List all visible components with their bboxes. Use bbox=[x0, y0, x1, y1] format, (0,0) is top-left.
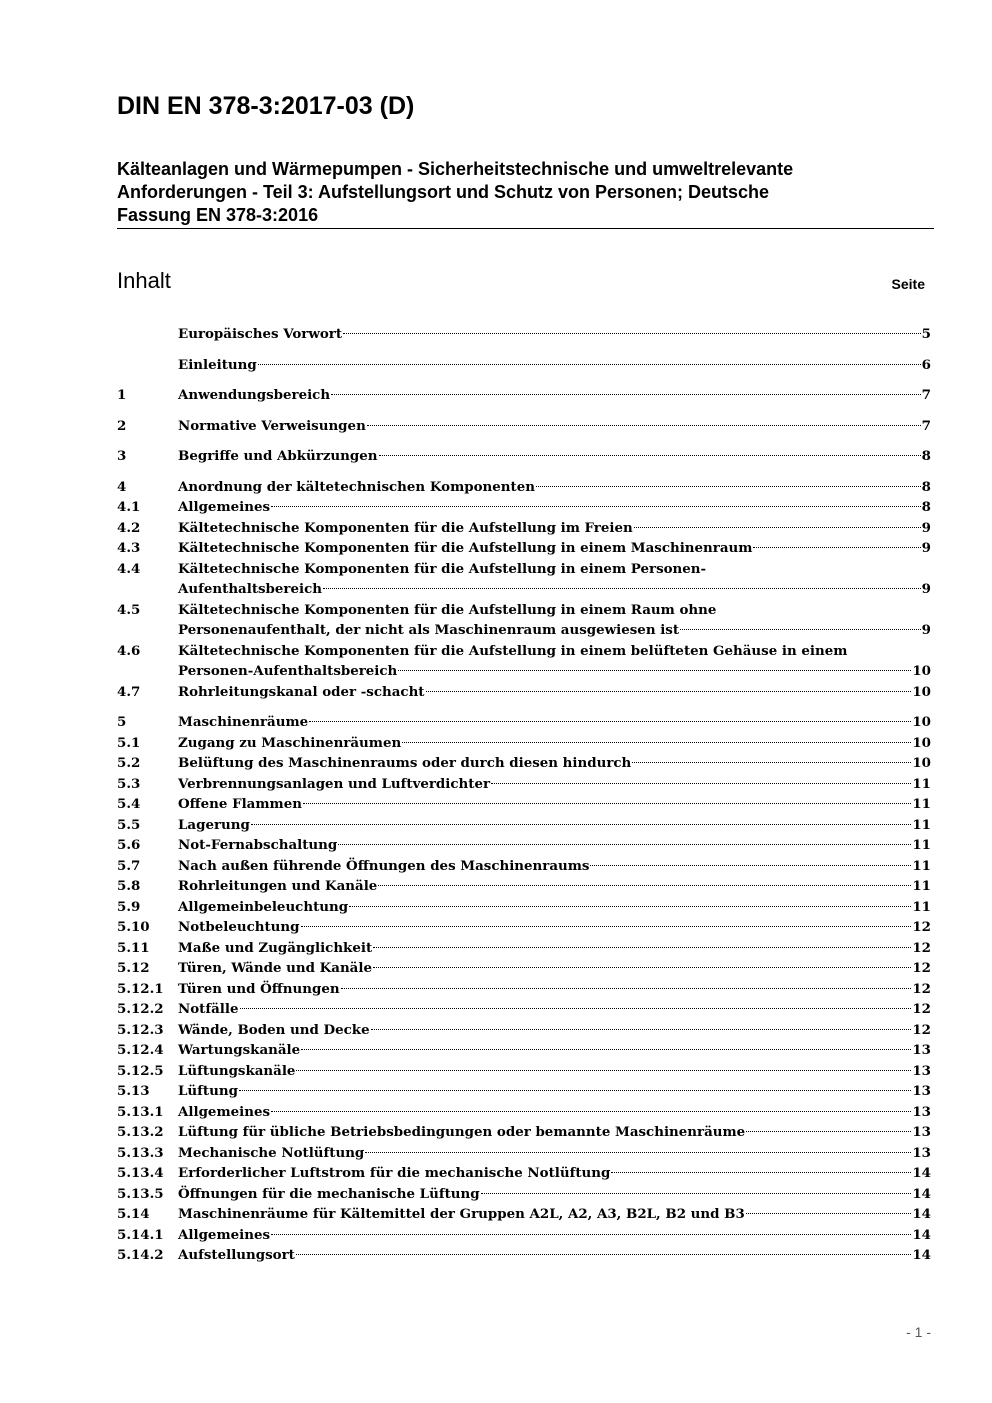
toc-entry[interactable] bbox=[117, 1204, 931, 1225]
toc-entry-title: Allgemeines bbox=[178, 499, 271, 515]
toc-entry-page: 14 bbox=[912, 1247, 931, 1263]
toc-dot-leader bbox=[379, 455, 921, 456]
subtitle-line: Fassung EN 378-3:2016 bbox=[117, 205, 319, 225]
toc-entry[interactable] bbox=[117, 876, 931, 897]
toc-entry[interactable] bbox=[117, 355, 931, 376]
toc-entry-title: Belüftung des Maschinenraums oder durch diesen hindurch bbox=[178, 755, 632, 771]
toc-entry-title: Nach außen führende Öffnungen des Maschinenraums bbox=[178, 857, 590, 874]
toc-entry-number: 5.8 bbox=[117, 878, 141, 894]
toc-entry[interactable] bbox=[117, 1061, 931, 1082]
toc-dot-leader bbox=[296, 1070, 911, 1071]
toc-entry-page: 14 bbox=[912, 1165, 931, 1181]
toc-dot-leader bbox=[680, 629, 921, 630]
toc-entry-title: Verbrennungsanlagen und Luftverdichter bbox=[178, 775, 491, 792]
toc-entry-title: Not-Fernabschaltung bbox=[178, 837, 338, 853]
toc-entry-title: Rohrleitungskanal oder -schacht bbox=[178, 683, 425, 700]
toc-dot-leader bbox=[753, 547, 920, 548]
toc-entry-title: Maschinenräume bbox=[178, 714, 309, 730]
toc-entry-number: 5.14 bbox=[117, 1206, 150, 1222]
toc-dot-leader bbox=[309, 721, 911, 722]
toc-entry[interactable] bbox=[117, 497, 931, 518]
toc-dot-leader bbox=[746, 1213, 912, 1214]
document-title: DIN EN 378-3:2017-03 (D) bbox=[117, 92, 415, 120]
toc-entry-page: 13 bbox=[912, 1124, 931, 1140]
toc-dot-leader bbox=[746, 1131, 911, 1132]
page-number: - 1 - bbox=[906, 1324, 931, 1340]
toc-entry-number: 5.10 bbox=[117, 919, 150, 935]
toc-entry-title: Maschinenräume für Kältemittel der Gruppen A2L, A2, A3, B2L, B2 und B3 bbox=[178, 1206, 745, 1222]
toc-dot-leader bbox=[331, 394, 921, 395]
toc-entry-title: Anordnung der kältetechnischen Komponenten bbox=[178, 478, 535, 495]
toc-dot-leader bbox=[296, 1254, 912, 1255]
toc-entry-title: Türen und Öffnungen bbox=[178, 980, 340, 997]
toc-dot-leader bbox=[251, 824, 911, 825]
toc-entry-number: 5.12.4 bbox=[117, 1042, 164, 1058]
toc-entry-title: Offene Flammen bbox=[178, 796, 302, 812]
toc-entry[interactable] bbox=[117, 324, 931, 345]
toc-dot-leader bbox=[398, 670, 911, 671]
toc-entry-page: 8 bbox=[921, 448, 931, 464]
toc-entry-number: 4 bbox=[117, 478, 127, 495]
toc-entry-page: 11 bbox=[912, 796, 931, 812]
toc-dot-leader bbox=[371, 1029, 912, 1030]
toc-entry-page: 14 bbox=[912, 1206, 931, 1222]
toc-entry-title: Notbeleuchtung bbox=[178, 919, 300, 935]
toc-entry-title: Aufstellungsort bbox=[178, 1247, 295, 1263]
toc-entry-page: 7 bbox=[921, 387, 931, 403]
toc-dot-leader bbox=[632, 762, 911, 763]
toc-entry-title: Maße und Zugänglichkeit bbox=[178, 939, 373, 956]
toc-entry[interactable] bbox=[117, 815, 931, 836]
toc-entry[interactable] bbox=[117, 1163, 931, 1184]
toc-heading: Inhalt bbox=[117, 268, 171, 293]
toc-entry[interactable] bbox=[117, 979, 931, 1000]
toc-dot-leader bbox=[373, 947, 911, 948]
toc-entry-title: Personenaufenthalt, der nicht als Maschinenraum ausgewiesen ist bbox=[178, 622, 680, 638]
toc-dot-leader bbox=[402, 742, 911, 743]
toc-dot-leader bbox=[343, 333, 921, 334]
toc-entry-number: 5.13.5 bbox=[117, 1185, 164, 1202]
toc-dot-leader bbox=[536, 486, 921, 487]
toc-entry[interactable] bbox=[117, 999, 931, 1020]
toc-entry[interactable] bbox=[117, 416, 931, 437]
toc-entry-page: 9 bbox=[921, 581, 931, 597]
toc-dot-leader bbox=[365, 1152, 911, 1153]
toc-entry-number: 4.2 bbox=[117, 519, 141, 536]
toc-entry-title: Aufenthaltsbereich bbox=[178, 581, 322, 597]
toc-entry-number: 5.12.2 bbox=[117, 1001, 164, 1017]
toc-entry-number: 5 bbox=[117, 714, 127, 730]
toc-dot-leader bbox=[271, 1234, 911, 1235]
toc-entry-page: 10 bbox=[912, 683, 931, 700]
toc-entry-page: 9 bbox=[921, 622, 931, 638]
toc-entry-title: Personen-Aufenthaltsbereich bbox=[178, 663, 398, 679]
table-of-contents bbox=[117, 324, 931, 1266]
toc-entry[interactable] bbox=[117, 559, 931, 600]
toc-dot-leader bbox=[367, 425, 921, 426]
toc-entry-title-line: Kältetechnische Komponenten für die Aufstellung in einem Raum ohne bbox=[178, 601, 717, 618]
toc-entry-title: Mechanische Notlüftung bbox=[178, 1144, 365, 1161]
toc-entry-number: 1 bbox=[117, 387, 127, 403]
toc-entry-page: 10 bbox=[912, 663, 931, 679]
toc-dot-leader bbox=[323, 588, 921, 589]
toc-entry-number: 5.6 bbox=[117, 837, 141, 853]
toc-entry-number: 5.1 bbox=[117, 734, 141, 751]
toc-entry-title: Rohrleitungen und Kanäle bbox=[178, 878, 378, 894]
toc-entry-page: 13 bbox=[912, 1103, 931, 1120]
toc-entry-title: Anwendungsbereich bbox=[178, 387, 331, 403]
toc-entry[interactable] bbox=[117, 835, 931, 856]
toc-entry[interactable] bbox=[117, 753, 931, 774]
toc-dot-leader bbox=[338, 844, 911, 845]
toc-dot-leader bbox=[301, 926, 912, 927]
toc-entry-number: 4.6 bbox=[117, 642, 141, 659]
toc-entry-number: 5.13 bbox=[117, 1083, 150, 1099]
toc-entry[interactable] bbox=[117, 641, 931, 682]
toc-dot-leader bbox=[590, 865, 911, 866]
toc-entry-page: 8 bbox=[921, 478, 931, 495]
toc-entry-number: 4.3 bbox=[117, 540, 141, 556]
toc-entry-number: 5.4 bbox=[117, 796, 141, 812]
toc-entry-page: 6 bbox=[921, 356, 931, 373]
toc-entry-page: 13 bbox=[912, 1083, 931, 1099]
toc-entry-page: 10 bbox=[912, 734, 931, 751]
toc-entry-page: 12 bbox=[912, 960, 931, 976]
toc-entry-page: 11 bbox=[912, 857, 931, 874]
toc-entry-page: 13 bbox=[912, 1144, 931, 1161]
toc-entry[interactable] bbox=[117, 1040, 931, 1061]
toc-entry-title-line: Kältetechnische Komponenten für die Aufstellung in einem Personen- bbox=[178, 560, 707, 577]
toc-entry-number: 5.12.5 bbox=[117, 1062, 164, 1079]
toc-dot-leader bbox=[426, 691, 912, 692]
toc-entry-page: 10 bbox=[912, 755, 931, 771]
toc-entry-page: 11 bbox=[912, 775, 931, 792]
toc-entry[interactable] bbox=[117, 917, 931, 938]
subtitle-line: Kälteanlagen und Wärmepumpen - Sicherheitstechnische und umweltrelevante bbox=[117, 159, 794, 179]
toc-entry[interactable] bbox=[117, 446, 931, 467]
toc-entry-title: Europäisches Vorwort bbox=[178, 326, 343, 342]
toc-dot-leader bbox=[240, 1008, 912, 1009]
title-divider bbox=[117, 228, 934, 229]
toc-entry-page: 11 bbox=[912, 837, 931, 853]
toc-entry-number: 5.9 bbox=[117, 898, 141, 915]
toc-entry-number: 5.3 bbox=[117, 775, 141, 792]
toc-entry[interactable] bbox=[117, 477, 931, 498]
toc-entry-page: 12 bbox=[912, 939, 931, 956]
subtitle-line: Anforderungen - Teil 3: Aufstellungsort und Schutz von Personen; Deutsche bbox=[117, 182, 770, 202]
toc-entry[interactable] bbox=[117, 712, 931, 733]
toc-entry-title: Wände, Boden und Decke bbox=[178, 1021, 370, 1038]
toc-entry[interactable] bbox=[117, 1143, 931, 1164]
toc-entry[interactable] bbox=[117, 1184, 931, 1205]
toc-entry-title: Erforderlicher Luftstrom für die mechanische Notlüftung bbox=[178, 1165, 611, 1181]
page-column-label: Seite bbox=[891, 276, 925, 292]
toc-entry-page: 8 bbox=[921, 499, 931, 515]
toc-entry-title: Wartungskanäle bbox=[178, 1042, 301, 1058]
toc-dot-leader bbox=[491, 783, 911, 784]
toc-entry-title: Notfälle bbox=[178, 1001, 239, 1017]
toc-entry-page: 12 bbox=[912, 1001, 931, 1017]
toc-entry-page: 13 bbox=[912, 1062, 931, 1079]
toc-entry[interactable] bbox=[117, 600, 931, 641]
toc-dot-leader bbox=[611, 1172, 911, 1173]
toc-entry-title: Allgemeinbeleuchtung bbox=[178, 898, 349, 915]
toc-entry[interactable] bbox=[117, 958, 931, 979]
toc-entry[interactable] bbox=[117, 794, 931, 815]
toc-dot-leader bbox=[271, 506, 921, 507]
toc-entry[interactable] bbox=[117, 1102, 931, 1123]
toc-entry-title: Normative Verweisungen bbox=[178, 417, 366, 434]
toc-entry-number: 4.7 bbox=[117, 683, 141, 700]
toc-entry[interactable] bbox=[117, 682, 931, 703]
toc-entry-number: 5.13.4 bbox=[117, 1165, 164, 1181]
toc-entry-page: 12 bbox=[912, 919, 931, 935]
toc-entry[interactable] bbox=[117, 938, 931, 959]
toc-entry[interactable] bbox=[117, 774, 931, 795]
toc-entry[interactable] bbox=[117, 1081, 931, 1102]
toc-entry[interactable] bbox=[117, 518, 931, 539]
toc-entry-title: Kältetechnische Komponenten für die Aufstellung in einem Maschinenraum bbox=[178, 540, 753, 556]
toc-entry-page: 12 bbox=[912, 1021, 931, 1038]
toc-entry-page: 7 bbox=[921, 417, 931, 434]
toc-dot-leader bbox=[271, 1111, 911, 1112]
toc-entry-number: 5.13.1 bbox=[117, 1103, 164, 1120]
toc-dot-leader bbox=[481, 1193, 912, 1194]
toc-entry-title: Kältetechnische Komponenten für die Aufstellung im Freien bbox=[178, 519, 633, 536]
toc-entry-title: Türen, Wände und Kanäle bbox=[178, 960, 372, 976]
toc-entry[interactable] bbox=[117, 897, 931, 918]
toc-entry[interactable] bbox=[117, 385, 931, 406]
toc-entry-number: 4.4 bbox=[117, 560, 141, 577]
toc-entry-number: 3 bbox=[117, 448, 127, 464]
toc-entry-page: 9 bbox=[921, 540, 931, 556]
toc-entry-number: 5.13.3 bbox=[117, 1144, 164, 1161]
toc-entry-title: Allgemeines bbox=[178, 1103, 271, 1120]
toc-entry-number: 5.14.1 bbox=[117, 1226, 164, 1243]
toc-entry-title: Öffnungen für die mechanische Lüftung bbox=[178, 1185, 480, 1202]
toc-dot-leader bbox=[634, 527, 921, 528]
toc-entry[interactable] bbox=[117, 733, 931, 754]
toc-entry-title: Allgemeines bbox=[178, 1226, 271, 1243]
toc-entry-number: 5.2 bbox=[117, 755, 141, 771]
toc-entry-page: 14 bbox=[912, 1226, 931, 1243]
toc-entry-page: 11 bbox=[912, 898, 931, 915]
toc-entry-page: 13 bbox=[912, 1042, 931, 1058]
toc-entry[interactable] bbox=[117, 538, 931, 559]
toc-dot-leader bbox=[303, 803, 911, 804]
toc-dot-leader bbox=[301, 1049, 911, 1050]
toc-entry-title: Lüftung bbox=[178, 1083, 238, 1099]
toc-entry-number: 4.1 bbox=[117, 499, 141, 515]
toc-entry-page: 11 bbox=[912, 878, 931, 894]
toc-entry[interactable] bbox=[117, 1122, 931, 1143]
toc-entry[interactable] bbox=[117, 1245, 931, 1266]
toc-dot-leader bbox=[341, 988, 912, 989]
toc-entry-title: Lüftung für übliche Betriebsbedingungen oder bemannte Maschinenräume bbox=[178, 1124, 746, 1140]
toc-entry-title: Begriffe und Abkürzungen bbox=[178, 448, 378, 464]
toc-entry-page: 12 bbox=[912, 980, 931, 997]
toc-entry-title: Zugang zu Maschinenräumen bbox=[178, 734, 402, 751]
toc-entry-number: 5.12.1 bbox=[117, 980, 164, 997]
toc-entry-page: 11 bbox=[912, 816, 931, 833]
toc-entry-title: Lüftungskanäle bbox=[178, 1062, 296, 1079]
toc-entry-number: 5.14.2 bbox=[117, 1247, 164, 1263]
document-subtitle bbox=[117, 158, 907, 227]
toc-entry[interactable] bbox=[117, 1225, 931, 1246]
toc-entry-number: 2 bbox=[117, 417, 127, 434]
toc-entry-number: 5.7 bbox=[117, 857, 141, 874]
toc-entry[interactable] bbox=[117, 856, 931, 877]
toc-entry-number: 5.5 bbox=[117, 816, 141, 833]
toc-dot-leader bbox=[378, 885, 911, 886]
toc-entry-page: 14 bbox=[912, 1185, 931, 1202]
toc-dot-leader bbox=[258, 364, 921, 365]
toc-entry-title-line: Kältetechnische Komponenten für die Aufstellung in einem belüfteten Gehäuse in einem bbox=[178, 642, 848, 659]
toc-dot-leader bbox=[349, 906, 911, 907]
toc-entry[interactable] bbox=[117, 1020, 931, 1041]
toc-entry-page: 10 bbox=[912, 714, 931, 730]
toc-entry-page: 9 bbox=[921, 519, 931, 536]
toc-entry-number: 5.13.2 bbox=[117, 1124, 164, 1140]
toc-dot-leader bbox=[373, 967, 911, 968]
toc-entry-title: Einleitung bbox=[178, 356, 257, 373]
toc-dot-leader bbox=[239, 1090, 911, 1091]
toc-entry-number: 4.5 bbox=[117, 601, 141, 618]
toc-entry-number: 5.12 bbox=[117, 960, 150, 976]
toc-entry-number: 5.12.3 bbox=[117, 1021, 164, 1038]
toc-entry-title: Lagerung bbox=[178, 816, 250, 833]
toc-entry-number: 5.11 bbox=[117, 939, 150, 956]
toc-entry-page: 5 bbox=[921, 326, 931, 342]
